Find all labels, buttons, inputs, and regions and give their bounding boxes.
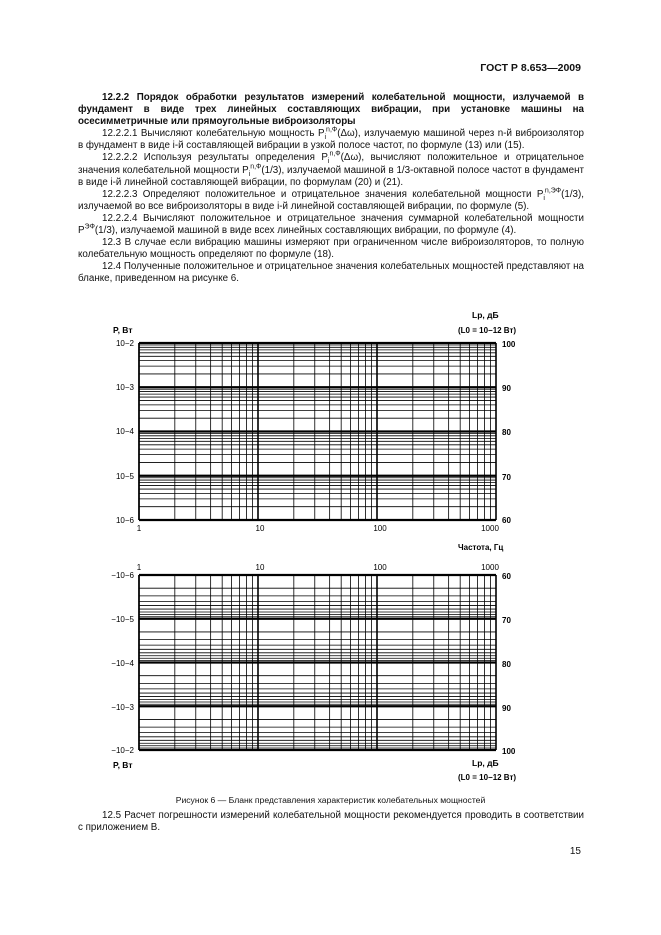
text-block-main xyxy=(78,92,584,286)
paragraph-12-2-2-1 xyxy=(78,128,584,152)
p4-text-a: 12.2.2.4 Вычисляют положительное и отрицательное значения суммарной колебательной мощности P xyxy=(78,212,584,237)
top-rtick: 70 xyxy=(502,473,511,482)
paragraph-12-2-2-3 xyxy=(78,189,584,213)
top-rtick: 100 xyxy=(502,340,516,349)
paragraph-12-3: 12.3 В случае если вибрацию машины измеряют при ограниченном числе виброизоляторов, то полную колебательную мощность определяют по формуле (18). xyxy=(78,237,584,261)
top-x-tick-labels xyxy=(137,524,500,533)
bottom-right-ref: (L0 = 10−12 Вт) xyxy=(458,773,517,782)
top-xtick: 1 xyxy=(136,524,142,533)
top-rtick: 60 xyxy=(502,516,511,525)
top-rtick: 90 xyxy=(502,384,511,393)
bottom-xtick: 1000 xyxy=(481,563,499,572)
paragraph-12-2-2-4 xyxy=(78,213,584,237)
top-xtick: 1000 xyxy=(481,524,499,533)
p2-sup: n,Ф xyxy=(329,151,341,159)
bottom-y-label: P, Вт xyxy=(113,760,133,770)
page-number: 15 xyxy=(569,846,581,857)
bottom-x-tick-labels xyxy=(137,563,500,572)
bottom-rtick: 60 xyxy=(502,572,511,581)
p4-text-b: (1/3), излучаемой машиной в виде всех линейных составляющих вибрации, по формуле (4). xyxy=(94,225,517,237)
section-title: 12.2.2 Порядок обработки результатов измерений колебательной мощности, излучаемой в фундамент в виде трех линейных составляющих вибрации, при установке машины на осесимметричные или прямоугольные виброизоляторы xyxy=(78,92,584,128)
p1-sub: i xyxy=(324,134,327,142)
top-xtick: 10 xyxy=(255,524,265,533)
bottom-rtick: 70 xyxy=(502,616,511,625)
bottom-rtick: 100 xyxy=(502,747,516,756)
bottom-ytick: −10−6 xyxy=(111,571,134,580)
top-xtick: 100 xyxy=(373,524,387,533)
top-right-ref: (L0 = 10−12 Вт) xyxy=(458,326,517,335)
paragraph-12-5: 12.5 Расчет погрешности измерений колебательной мощности рекомендуется проводить в соответствии с приложением В. xyxy=(78,810,584,834)
bottom-chart-grid xyxy=(139,575,496,750)
p2-text-c: (1/3), излучаемой машиной в 1/3-октавной полосе частот в фундамент в виде i-й линейной составляющей вибрации, по формулам (20) и (21). xyxy=(78,164,585,188)
p2-text-b: (Δω), вычисляют положительное и отрицательное значения колебательной мощности P xyxy=(78,152,584,176)
top-right-tick-labels xyxy=(502,340,516,525)
paragraph-12-2-2-2 xyxy=(78,152,584,188)
bottom-y-tick-labels xyxy=(111,571,134,755)
p2-sub: i xyxy=(327,158,330,166)
p3-sup: n,ЭФ xyxy=(544,187,562,195)
p1-text-b: (Δω), излучаемую машиной через n-й виброизолятор в фундамент в виде i-й составляющей вибрации в узкой полосе частот, по формуле (13) или (15). xyxy=(78,128,585,152)
p2-text-a: 12.2.2.2 Используя результаты определения P xyxy=(102,152,328,164)
bottom-xtick: 1 xyxy=(136,563,142,572)
top-chart-grid xyxy=(139,343,496,520)
top-rtick: 80 xyxy=(502,428,511,437)
p3-text-a: 12.2.2.3 Определяют положительное и отрицательное значения колебательной мощности P xyxy=(102,188,544,200)
top-right-label: Lp, дБ xyxy=(472,310,499,320)
bottom-xtick: 10 xyxy=(255,563,265,572)
text-block-footer xyxy=(78,810,584,834)
p3-text-b: (1/3), излучаемой во все виброизоляторы в виде i-й линейной составляющей вибрации, по формуле (5). xyxy=(78,188,584,212)
p4-sup: ЭФ xyxy=(84,223,95,231)
p2-sup2: n,Ф xyxy=(250,163,262,171)
top-ytick: 10−4 xyxy=(115,427,134,436)
bottom-ytick: −10−3 xyxy=(111,703,134,712)
bottom-rtick: 90 xyxy=(502,704,511,713)
paragraph-12-4: 12.4 Полученные положительное и отрицательное значения колебательных мощностей представляют на бланке, приведенном на рисунке 6. xyxy=(78,261,584,285)
p1-sup: n,Ф xyxy=(326,127,338,135)
p1-text-a: 12.2.2.1 Вычисляют колебательную мощность P xyxy=(102,128,325,140)
bottom-ytick: −10−4 xyxy=(111,659,134,668)
bottom-right-label: Lp, дБ xyxy=(472,758,499,768)
bottom-ytick: −10−5 xyxy=(111,615,134,624)
p3-sub: i xyxy=(543,194,545,202)
top-y-tick-labels xyxy=(116,339,135,525)
top-y-label: P, Вт xyxy=(113,325,133,335)
top-ytick: 10−5 xyxy=(115,472,134,481)
top-ytick: 10−6 xyxy=(115,516,134,525)
p2-sub2: i xyxy=(248,170,251,178)
bottom-ytick: −10−2 xyxy=(111,746,134,755)
top-ytick: 10−2 xyxy=(115,339,134,348)
bottom-right-tick-labels xyxy=(502,572,516,756)
figure-caption: Рисунок 6 — Бланк представления характеристик колебательных мощностей xyxy=(175,795,486,805)
bottom-rtick: 80 xyxy=(502,660,511,669)
x-axis-label: Частота, Гц xyxy=(458,543,504,552)
top-ytick: 10−3 xyxy=(115,383,134,392)
document-header-id: ГОСТ Р 8.653—2009 xyxy=(480,62,581,74)
bottom-xtick: 100 xyxy=(373,563,387,572)
